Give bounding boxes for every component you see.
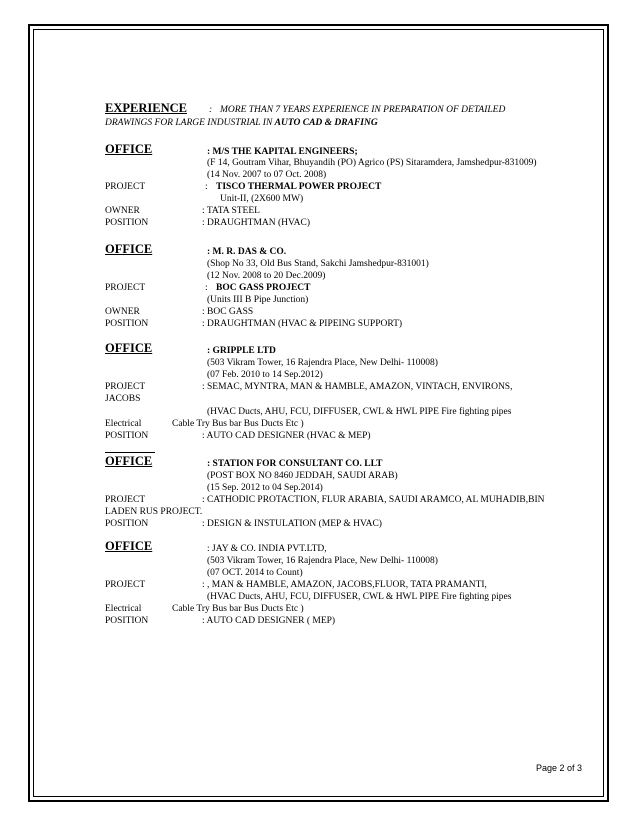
project-wrap: JACOBS xyxy=(105,394,141,404)
project-colon: : xyxy=(205,283,208,293)
project-label: PROJECT xyxy=(105,580,146,590)
project-label: PROJECT xyxy=(105,382,146,392)
position-label: POSITION xyxy=(105,319,149,329)
office-address: (Shop No 33, Old Bus Stand, Sakchi Jamshedpur-831001) xyxy=(207,259,429,269)
project-value: : SEMAC, MYNTRA, MAN & HAMBLE, AMAZON, VINTACH, ENVIRONS, xyxy=(202,382,513,392)
project-detail: Unit-II, (2X600 MW) xyxy=(220,194,304,204)
project-colon: : xyxy=(205,182,208,192)
position-label: POSITION xyxy=(105,616,149,626)
position-label: POSITION xyxy=(105,431,149,441)
office-address: (F 14, Goutram Vihar, Bhuyandih (PO) Agrico (PS) Sitaramdera, Jamshedpur-831009) xyxy=(207,158,537,168)
office-address: (POST BOX NO 8460 JEDDAH, SAUDI ARAB) xyxy=(207,471,398,481)
office-address: (503 Vikram Tower, 16 Rajendra Place, New Delhi- 110008) xyxy=(207,358,438,368)
position-value: : DRAUGHTMAN (HVAC) xyxy=(202,218,311,228)
project-value: BOC GASS PROJECT xyxy=(216,283,311,293)
project-wrap: LADEN RUS PROJECT. xyxy=(105,507,203,517)
experience-heading: EXPERIENCE xyxy=(105,101,187,115)
office-period: (07 OCT. 2014 to Count) xyxy=(207,568,303,578)
experience-line1: MORE THAN 7 YEARS EXPERIENCE IN PREPARATION OF DETAILED xyxy=(220,105,506,115)
section-divider xyxy=(105,452,155,453)
experience-line2 xyxy=(105,117,378,129)
project-value: : CATHODIC PROTACTION, FLUR ARABIA, SAUDI ARAMCO, AL MUHADIB,BIN xyxy=(202,495,545,505)
project-detail: (Units III B Pipe Junction) xyxy=(207,295,309,305)
position-label: POSITION xyxy=(105,218,149,228)
project-detail: (HVAC Ducts, AHU, FCU, DIFFUSER, CWL & HWL PIPE Fire fighting pipes xyxy=(207,407,512,417)
electrical-detail: Cable Try Bus bar Bus Ducts Etc ) xyxy=(172,604,304,614)
office-company: : GRIPPLE LTD xyxy=(207,346,276,356)
position-value: : DESIGN & INSTULATION (MEP & HVAC) xyxy=(202,519,382,529)
project-label: PROJECT xyxy=(105,182,146,192)
project-value: : , MAN & HAMBLE, AMAZON, JACOBS,FLUOR, TATA PRAMANTI, xyxy=(202,580,487,590)
position-label: POSITION xyxy=(105,519,149,529)
experience-colon: : xyxy=(209,105,213,115)
office-period: (15 Sep. 2012 to 04 Sep.2014) xyxy=(207,483,323,493)
project-label: PROJECT xyxy=(105,283,146,293)
position-value: : DRAUGHTMAN (HVAC & PIPEING SUPPORT) xyxy=(202,319,403,329)
project-value: TISCO THERMAL POWER PROJECT xyxy=(216,182,382,192)
office-company: : JAY & CO. INDIA PVT.LTD, xyxy=(207,544,327,554)
position-value: : AUTO CAD DESIGNER (HVAC & MEP) xyxy=(202,431,371,441)
experience-line2-prefix: DRAWINGS FOR LARGE INDUSTRIAL IN xyxy=(105,118,273,128)
electrical-label: Electrical xyxy=(105,419,142,429)
owner-label: OWNER xyxy=(105,206,140,216)
experience-line2-bold: AUTO CAD & DRAFING xyxy=(274,118,378,128)
office-company: : STATION FOR CONSULTANT CO. LLT xyxy=(207,459,383,469)
office-company: : M/S THE KAPITAL ENGINEERS; xyxy=(207,147,358,157)
owner-label: OWNER xyxy=(105,307,140,317)
office-address: (503 Vikram Tower, 16 Rajendra Place, New Delhi- 110008) xyxy=(207,556,438,566)
office-heading: OFFICE xyxy=(105,539,153,553)
office-heading: OFFICE xyxy=(105,454,153,468)
owner-value: : TATA STEEL xyxy=(202,206,260,216)
owner-value: : BOC GASS xyxy=(202,307,254,317)
project-detail: (HVAC Ducts, AHU, FCU, DIFFUSER, CWL & HWL PIPE Fire fighting pipes xyxy=(207,592,512,602)
office-period: (07 Feb. 2010 to 14 Sep.2012) xyxy=(207,370,323,380)
project-label: PROJECT xyxy=(105,495,146,505)
office-heading: OFFICE xyxy=(105,142,153,156)
office-heading: OFFICE xyxy=(105,341,153,355)
office-company: : M. R. DAS & CO. xyxy=(207,247,287,257)
office-heading: OFFICE xyxy=(105,242,153,256)
office-period: (14 Nov. 2007 to 07 Oct. 2008) xyxy=(207,170,327,180)
electrical-label: Electrical xyxy=(105,604,142,614)
office-period: (12 Nov. 2008 to 20 Dec.2009) xyxy=(207,271,326,281)
electrical-detail: Cable Try Bus bar Bus Ducts Etc ) xyxy=(172,419,304,429)
position-value: : AUTO CAD DESIGNER ( MEP) xyxy=(202,616,336,626)
page-number: Page 2 of 3 xyxy=(536,763,583,773)
